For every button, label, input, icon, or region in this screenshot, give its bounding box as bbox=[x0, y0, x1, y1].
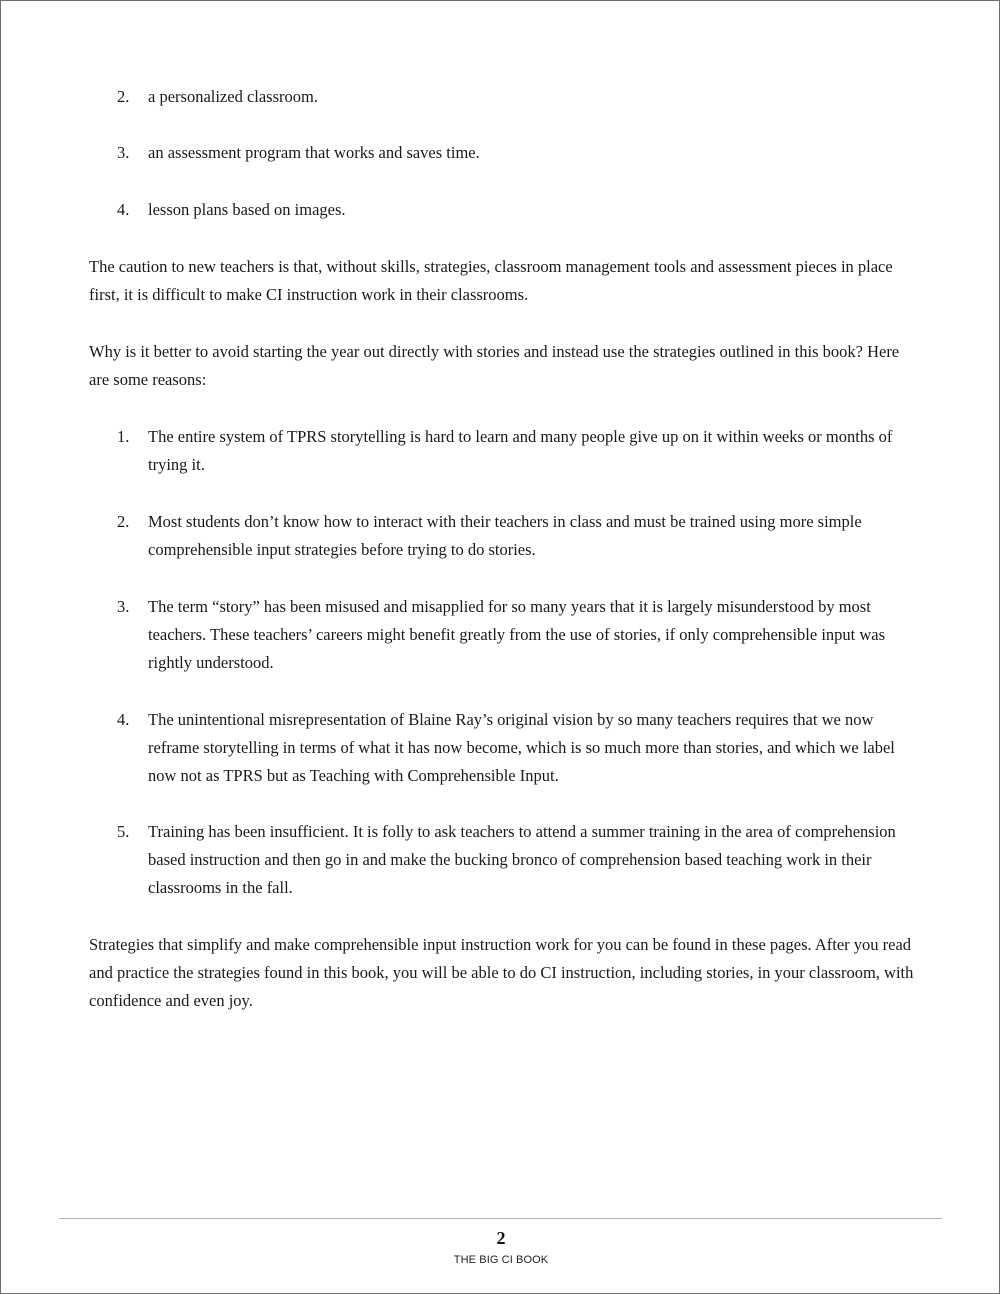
list-number: 2. bbox=[117, 87, 130, 106]
list-text: Most students don’t know how to interact with their teachers in class and must be trained using more simple comprehensible input strategies before trying to do stories. bbox=[148, 512, 862, 559]
caution-paragraph: The caution to new teachers is that, without skills, strategies, classroom management tools and assessment pieces in place first, it is difficult to make CI instruction work in their classrooms. bbox=[89, 257, 893, 304]
list-number: 5. bbox=[117, 822, 130, 841]
reason-list-item bbox=[117, 818, 907, 902]
list-text: The entire system of TPRS storytelling is hard to learn and many people give up on it within weeks or months of trying it. bbox=[148, 427, 893, 474]
reason-list-item bbox=[117, 706, 907, 790]
reason-list-item bbox=[117, 423, 907, 479]
list-number: 3. bbox=[117, 143, 130, 162]
list-text: lesson plans based on images. bbox=[148, 200, 346, 219]
reason-list-item bbox=[117, 593, 907, 677]
intro-list-item bbox=[117, 139, 907, 167]
list-text: an assessment program that works and saves time. bbox=[148, 143, 480, 162]
list-number: 4. bbox=[117, 200, 130, 219]
list-text: The unintentional misrepresentation of Blaine Ray’s original vision by so many teachers requires that we now reframe storytelling in terms of what it has now become, which is so much more than stories, and which we label now not as TPRS but as Teaching with Comprehensible Input. bbox=[148, 710, 895, 785]
list-text: a personalized classroom. bbox=[148, 87, 318, 106]
running-footer-title: THE BIG CI BOOK bbox=[453, 1254, 549, 1266]
closing-paragraph: Strategies that simplify and make comprehensible input instruction work for you can be found in these pages. After you read and practice the strategies found in this book, you will be able to do CI instruction, including stories, in your classroom, with confidence and even joy. bbox=[89, 935, 914, 1010]
list-number: 4. bbox=[117, 710, 130, 729]
intro-list-item bbox=[117, 196, 907, 224]
list-text: Training has been insufficient. It is folly to ask teachers to attend a summer training in the area of comprehension based instruction and then go in and make the bucking bronco of comprehension based teaching work in their classrooms in the fall. bbox=[148, 822, 896, 897]
list-number: 2. bbox=[117, 512, 130, 531]
list-text: The term “story” has been misused and misapplied for so many years that it is largely misunderstood by most teachers. These teachers’ careers might benefit greatly from the use of stories, if only comprehensible input was rightly understood. bbox=[148, 597, 886, 672]
footer-divider bbox=[59, 1218, 942, 1219]
page-number: 2 bbox=[496, 1228, 506, 1248]
reason-list-item bbox=[117, 508, 907, 564]
list-number: 1. bbox=[117, 427, 130, 446]
list-number: 3. bbox=[117, 597, 130, 616]
why-paragraph: Why is it better to avoid starting the year out directly with stories and instead use the strategies outlined in this book? Here are some reasons: bbox=[89, 342, 900, 389]
intro-list-item bbox=[117, 83, 907, 111]
